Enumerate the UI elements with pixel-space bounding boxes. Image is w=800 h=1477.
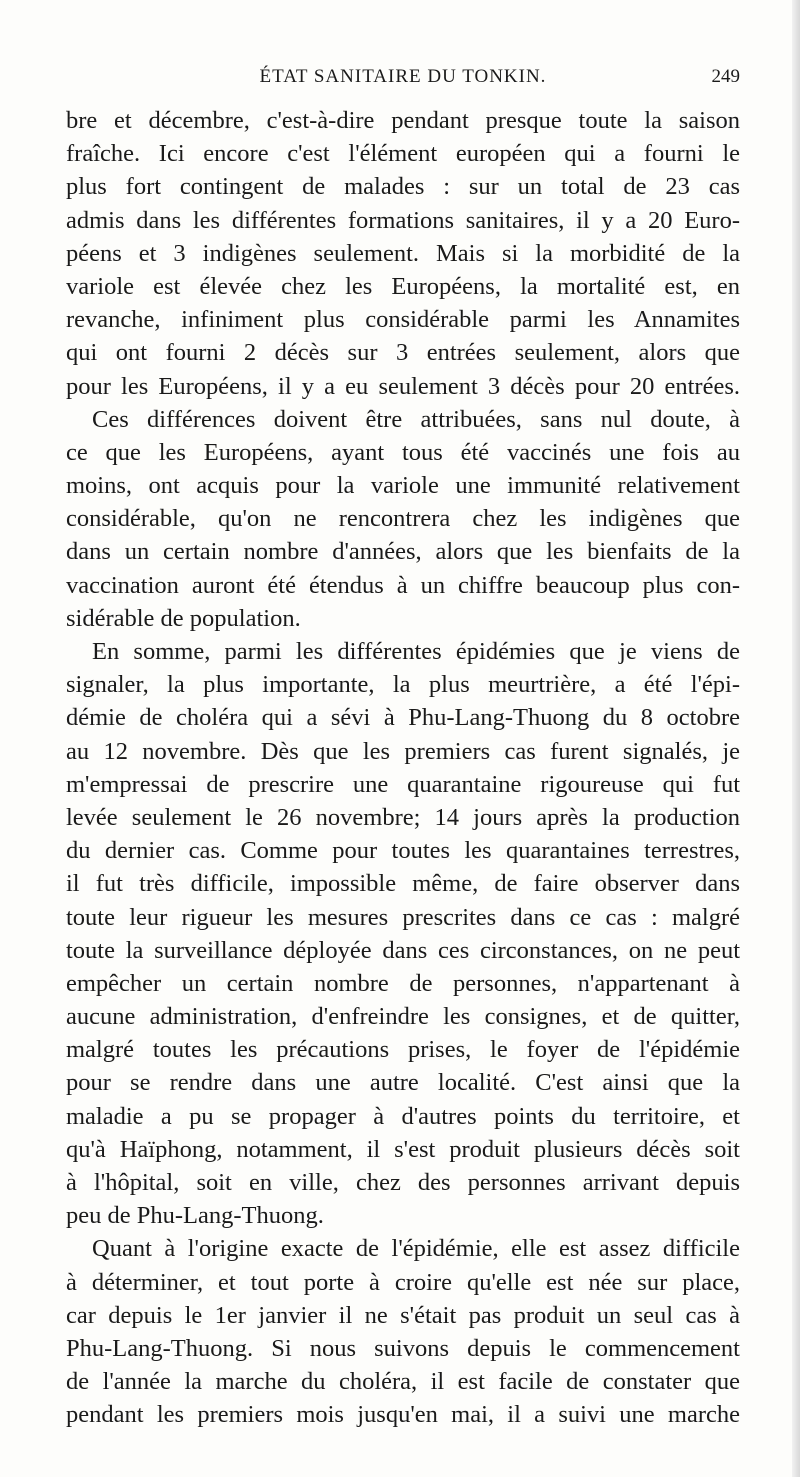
text-line: au 12 novembre. Dès que les premiers cas furent signalés, je bbox=[66, 737, 740, 765]
text-line: démie de choléra qui a sévi à Phu-Lang-Thuong du 8 octobre bbox=[66, 704, 740, 732]
text-line: dans un certain nombre d'années, alors que les bienfaits de la bbox=[66, 538, 740, 566]
text-line: Phu-Lang-Thuong. Si nous suivons depuis le commencement bbox=[66, 1334, 740, 1362]
text-line: ce que les Européens, ayant tous été vaccinés une fois au bbox=[66, 438, 740, 466]
text-line: sidérable de population. bbox=[66, 604, 301, 632]
text-line: car depuis le 1er janvier il ne s'était pas produit un seul cas à bbox=[66, 1301, 740, 1329]
text-line: fraîche. Ici encore c'est l'élément européen qui a fourni le bbox=[66, 140, 740, 168]
text-line: du dernier cas. Comme pour toutes les quarantaines terrestres, bbox=[66, 837, 740, 865]
text-line: malgré toutes les précautions prises, le foyer de l'épidémie bbox=[66, 1036, 740, 1064]
text-line: de l'année la marche du choléra, il est facile de constater que bbox=[66, 1368, 740, 1396]
text-line: empêcher un certain nombre de personnes, n'appartenant à bbox=[66, 969, 740, 997]
text-line: vaccination auront été étendus à un chiffre beaucoup plus con- bbox=[66, 571, 740, 599]
text-line: pour se rendre dans une autre localité. C'est ainsi que la bbox=[66, 1069, 740, 1097]
text-line: variole est élevée chez les Européens, la mortalité est, en bbox=[66, 272, 740, 300]
text-line: revanche, infiniment plus considérable parmi les Annamites bbox=[66, 306, 740, 334]
page-header bbox=[66, 66, 740, 96]
text-line: peu de Phu-Lang-Thuong. bbox=[66, 1202, 324, 1230]
text-line: toute leur rigueur les mesures prescrites dans ce cas : malgré bbox=[66, 903, 740, 931]
text-line: levée seulement le 26 novembre; 14 jours après la production bbox=[66, 803, 740, 831]
running-title: ÉTAT SANITAIRE DU TONKIN. bbox=[259, 66, 547, 87]
text-line: admis dans les différentes formations sanitaires, il y a 20 Euro- bbox=[66, 206, 740, 234]
text-line: m'empressai de prescrire une quarantaine rigoureuse qui fut bbox=[66, 770, 740, 798]
page-edge bbox=[792, 0, 800, 1477]
text-line: plus fort contingent de malades : sur un total de 23 cas bbox=[66, 173, 740, 201]
text-line: aucune administration, d'enfreindre les consignes, et de quitter, bbox=[66, 1003, 740, 1031]
body-text bbox=[66, 104, 740, 1432]
text-line: considérable, qu'on ne rencontrera chez les indigènes que bbox=[66, 505, 740, 533]
text-line: signaler, la plus importante, la plus meurtrière, a été l'épi- bbox=[66, 671, 740, 699]
text-line: qui ont fourni 2 décès sur 3 entrées seulement, alors que bbox=[66, 339, 740, 367]
text-line: maladie a pu se propager à d'autres points du territoire, et bbox=[66, 1102, 740, 1130]
text-line: à déterminer, et tout porte à croire qu'elle est née sur place, bbox=[66, 1268, 740, 1296]
text-line: moins, ont acquis pour la variole une immunité relativement bbox=[66, 472, 740, 500]
text-line: toute la surveillance déployée dans ces circonstances, on ne peut bbox=[66, 936, 740, 964]
text-line: pour les Européens, il y a eu seulement 3 décès pour 20 entrées. bbox=[66, 372, 740, 400]
text-line: à l'hôpital, soit en ville, chez des personnes arrivant depuis bbox=[66, 1169, 740, 1196]
text-line: En somme, parmi les différentes épidémies que je viens de bbox=[92, 638, 740, 665]
text-line: bre et décembre, c'est-à-dire pendant presque toute la saison bbox=[66, 107, 740, 134]
text-line: Ces différences doivent être attribuées, sans nul doute, à bbox=[92, 405, 740, 433]
text-line: pendant les premiers mois jusqu'en mai, il a suivi une marche bbox=[66, 1401, 740, 1429]
page-number: 249 bbox=[711, 66, 740, 87]
text-line: qu'à Haïphong, notamment, il s'est produit plusieurs décès soit bbox=[66, 1135, 740, 1163]
text-line: il fut très difficile, impossible même, de faire observer dans bbox=[66, 870, 740, 898]
text-line: péens et 3 indigènes seulement. Mais si la morbidité de la bbox=[66, 239, 740, 267]
text-line: Quant à l'origine exacte de l'épidémie, elle est assez difficile bbox=[92, 1235, 740, 1263]
